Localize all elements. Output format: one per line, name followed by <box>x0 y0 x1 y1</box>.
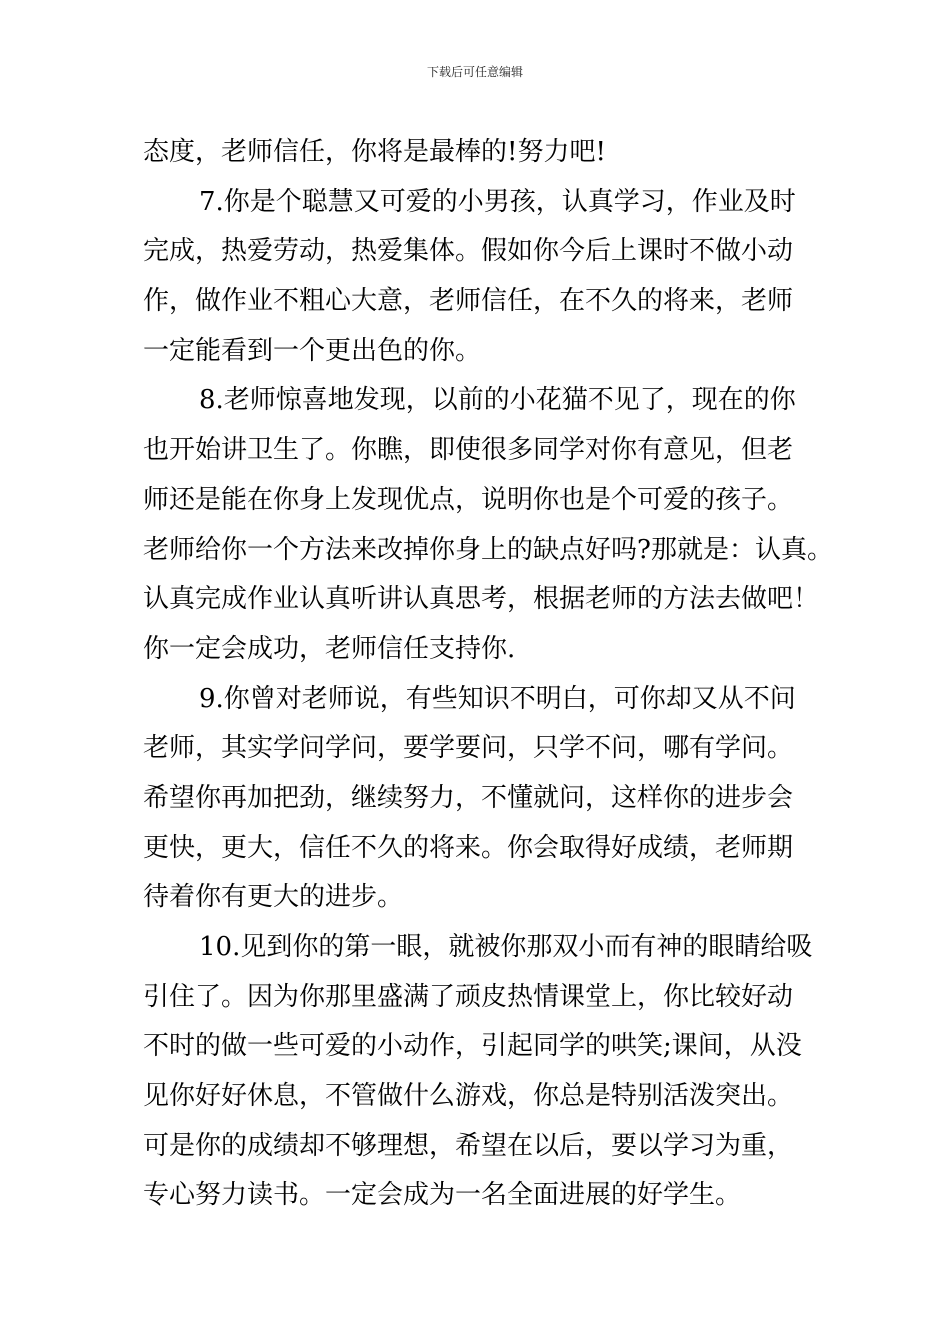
text-line: 老师，其实学问学问，要学要问，只学不问，哪有学问。 <box>143 733 794 764</box>
text-line: 引住了。因为你那里盛满了顽皮热情课堂上，你比较好动 <box>143 981 794 1012</box>
page-header: 下载后可任意编辑 <box>426 65 523 79</box>
text-line: 认真完成作业认真听讲认真思考，根据老师的方法去做吧！ <box>143 584 820 615</box>
text-line: 希望你再加把劲，继续努力，不懂就问，这样你的进步会 <box>143 782 794 813</box>
text-line: 待着你有更大的进步。 <box>143 882 404 913</box>
text-line: 完成，热爱劳动，热爱集体。假如你今后上课时不做小动 <box>143 236 794 267</box>
text-line: 也开始讲卫生了。你瞧，即使很多同学对你有意见，但老 <box>143 435 794 466</box>
text-line: 师还是能在你身上发现优点，说明你也是个可爱的孩子。 <box>143 484 794 515</box>
text-line: 可是你的成绩却不够理想，希望在以后，要以学习为重， <box>143 1130 794 1161</box>
paragraph-start-line: 8.老师惊喜地发现，以前的小花猫不见了，现在的你 <box>199 385 796 416</box>
text-line: 不时的做一些可爱的小动作，引起同学的哄笑;课间，从没 <box>143 1031 802 1062</box>
text-line: 更快，更大，信任不久的将来。你会取得好成绩，老师期 <box>143 832 794 863</box>
text-line: 见你好好休息，不管做什么游戏，你总是特别活泼突出。 <box>143 1081 794 1112</box>
text-line: 一定能看到一个更出色的你。 <box>143 335 482 366</box>
text-line: 专心努力读书。一定会成为一名全面进展的好学生。 <box>143 1180 742 1211</box>
paragraph-start-line: 9.你曾对老师说，有些知识不明白，可你却又从不问 <box>199 683 796 714</box>
paragraph-start-line: 7.你是个聪慧又可爱的小男孩，认真学习，作业及时 <box>199 186 796 217</box>
text-line: 作，做作业不粗心大意，老师信任，在不久的将来，老师 <box>143 286 794 317</box>
body-text <box>143 128 843 1221</box>
text-line: 你一定会成功，老师信任支持你. <box>143 633 516 664</box>
text-line: 态度，老师信任，你将是最棒的!努力吧! <box>143 137 606 167</box>
text-line: 老师给你一个方法来改掉你身上的缺点好吗?那就是：认真。 <box>143 534 833 565</box>
paragraph-start-line: 10.见到你的第一眼，就被你那双小而有神的眼睛给吸 <box>199 932 813 962</box>
